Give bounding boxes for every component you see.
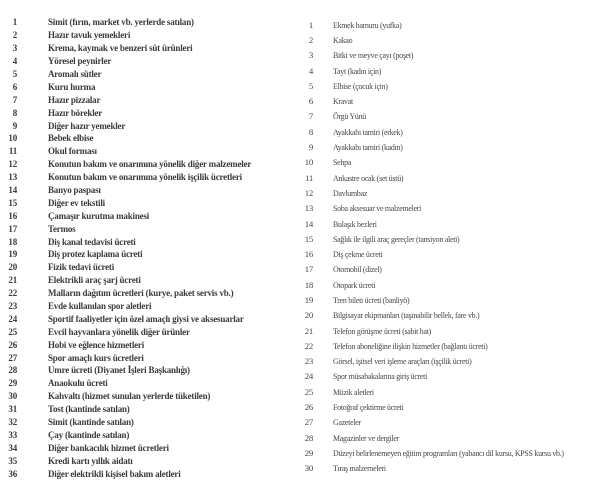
item-label: Malların dağıtım ücretleri (kurye, paket servis vb.) — [48, 288, 234, 299]
item-number: 31 — [8, 404, 17, 415]
list-item — [0, 429, 300, 442]
list-item — [300, 78, 600, 93]
list-item — [300, 63, 600, 78]
item-number: 9 — [308, 142, 313, 153]
list-item — [0, 171, 300, 184]
list-item — [300, 155, 600, 170]
item-label: Telefon görüşme ücreti (sabit hat) — [333, 325, 432, 336]
list-item — [300, 109, 600, 124]
list-item — [0, 274, 300, 287]
list-item — [0, 93, 300, 106]
list-item — [300, 445, 600, 460]
item-label: Diğer elektrikli kişisel bakım aletleri — [48, 468, 181, 479]
list-item — [0, 222, 300, 235]
item-label: Umre ücreti (Diyanet İşleri Başkanlığı) — [48, 365, 190, 376]
item-number: 32 — [8, 417, 17, 428]
item-number: 12 — [8, 159, 17, 170]
item-number: 11 — [8, 146, 17, 157]
list-item — [0, 68, 300, 81]
list-item — [0, 351, 300, 364]
item-label: Tayt (kadın için) — [333, 65, 382, 76]
item-number: 30 — [8, 391, 17, 402]
item-label: Krema, kaymak ve benzeri süt ürünleri — [48, 43, 193, 54]
list-item — [300, 216, 600, 231]
item-label: Örgü Yünü — [333, 111, 366, 122]
item-label: Fizik tedavi ücreti — [48, 262, 115, 273]
item-label: Kredi kartı yıllık aidatı — [48, 455, 133, 466]
item-number: 12 — [304, 187, 313, 198]
item-number: 21 — [8, 275, 17, 286]
list-item — [0, 16, 300, 29]
list-item — [300, 17, 600, 32]
item-label: Evde kullanılan spor aletleri — [48, 301, 152, 312]
list-item — [300, 262, 600, 277]
item-number: 14 — [304, 218, 313, 229]
item-label: Yöresel peynirler — [48, 56, 112, 67]
item-number: 22 — [304, 340, 313, 351]
item-number: 5 — [308, 80, 313, 91]
item-label: Banyo paspası — [48, 185, 101, 196]
item-label: Konutun bakım ve onarımına yönelik işçilik ücretleri — [48, 172, 242, 183]
list-item — [0, 145, 300, 158]
item-number: 28 — [304, 432, 313, 443]
item-label: Görsel, işitsel veri işleme araçları (işçilik ücreti) — [333, 356, 472, 367]
item-number: 15 — [304, 233, 313, 244]
item-label: Kravat — [333, 96, 353, 107]
list-item — [300, 185, 600, 200]
item-label: Simit (fırın, market vb. yerlerde satılan) — [48, 17, 194, 28]
item-number: 11 — [305, 172, 313, 183]
item-label: Tıraş malzemeleri — [333, 463, 386, 474]
item-label: Hobi ve eğlence hizmetleri — [48, 339, 145, 350]
list-item — [300, 384, 600, 399]
list-item — [300, 32, 600, 47]
list-item — [0, 441, 300, 454]
item-number: 33 — [8, 429, 17, 440]
item-number: 2 — [308, 34, 313, 45]
item-label: Sehpa — [333, 157, 351, 168]
item-label: Bulaşık bezleri — [333, 218, 377, 229]
item-label: Otomobil (dizel) — [333, 264, 382, 275]
item-label: Gazeteler — [333, 417, 361, 428]
list-item — [0, 467, 300, 480]
item-label: Ayakkabı tamiri (kadın) — [333, 142, 403, 153]
item-number: 26 — [304, 402, 313, 413]
list-item — [0, 287, 300, 300]
item-label: Evcil hayvanlara yönelik diğer ürünler — [48, 326, 190, 337]
list-item — [0, 390, 300, 403]
list-item — [0, 377, 300, 390]
item-label: Diğer hazır yemekler — [48, 120, 126, 131]
list-item — [0, 119, 300, 132]
item-label: Spor amaçlı kurs ücretleri — [48, 352, 144, 363]
item-label: Fotoğraf çektirme ücreti — [333, 402, 404, 413]
item-number: 22 — [8, 288, 17, 299]
item-number: 27 — [304, 417, 313, 428]
item-number: 26 — [8, 339, 17, 350]
item-number: 23 — [8, 301, 17, 312]
item-label: Spor müsabakalarına giriş ücreti — [333, 371, 428, 382]
item-number: 20 — [8, 262, 17, 273]
item-label: Otopark ücreti — [333, 279, 376, 290]
item-number: 24 — [304, 371, 313, 382]
list-item — [0, 248, 300, 261]
item-number: 23 — [304, 356, 313, 367]
list-item — [300, 354, 600, 369]
item-label: Hazır pizzalar — [48, 94, 101, 105]
list-item — [0, 312, 300, 325]
list-item — [0, 209, 300, 222]
item-label: Diş çekme ücreti — [333, 249, 383, 260]
item-number: 6 — [308, 96, 313, 107]
item-label: Elektrikli araç şarj ücreti — [48, 275, 141, 286]
item-label: Çamaşır kurutma makinesi — [48, 210, 150, 221]
item-number: 6 — [12, 81, 17, 92]
list-item — [0, 55, 300, 68]
list-item — [0, 80, 300, 93]
left-item-list — [0, 0, 300, 480]
item-number: 18 — [304, 279, 313, 290]
list-item — [0, 364, 300, 377]
item-label: Hazır tavuk yemekleri — [48, 30, 131, 41]
item-label: Telefon aboneliğine ilişkin hizmetler (bağlantı ücreti) — [333, 340, 488, 351]
list-item — [300, 93, 600, 108]
item-label: Soba aksesuar ve malzemeleri — [333, 203, 422, 214]
item-number: 24 — [8, 313, 17, 324]
item-number: 17 — [304, 264, 313, 275]
item-label: Düzeyi belirlenemeyen eğitim programları (yabancı dil kursu, KPSS kursu vb.) — [333, 447, 564, 458]
right-item-list — [300, 0, 600, 476]
item-label: Sportif faaliyetler için özel amaçlı giysi ve aksesuarlar — [48, 313, 244, 324]
item-number: 35 — [8, 455, 17, 466]
item-label: Termos — [48, 223, 76, 234]
item-label: Davlumbaz — [333, 187, 368, 198]
item-label: Diş protez kaplama ücreti — [48, 249, 143, 260]
item-label: Ayakkabı tamiri (erkek) — [333, 126, 403, 137]
list-item — [300, 277, 600, 292]
list-item — [0, 42, 300, 55]
item-number: 29 — [8, 378, 17, 389]
item-number: 15 — [8, 197, 17, 208]
list-item — [0, 132, 300, 145]
item-number: 19 — [8, 249, 17, 260]
item-label: Hazır börekler — [48, 107, 103, 118]
list-item — [0, 196, 300, 209]
item-number: 4 — [12, 56, 17, 67]
list-item — [300, 323, 600, 338]
item-number: 17 — [8, 223, 17, 234]
item-number: 1 — [308, 19, 313, 30]
list-item — [300, 369, 600, 384]
list-item — [0, 338, 300, 351]
item-number: 28 — [8, 365, 17, 376]
item-number: 10 — [304, 157, 313, 168]
item-number: 2 — [12, 30, 17, 41]
list-item — [0, 416, 300, 429]
item-number: 7 — [308, 111, 313, 122]
item-number: 3 — [12, 43, 17, 54]
item-label: Bilgisayar ekipmanları (taşınabilir bellek, fare vb.) — [333, 310, 480, 321]
list-item — [300, 308, 600, 323]
item-number: 5 — [12, 69, 17, 79]
list-item — [0, 158, 300, 171]
item-label: Kuru hurma — [48, 81, 96, 92]
item-label: Bitki ve meyve çayı (poşet) — [333, 50, 414, 61]
item-number: 36 — [8, 468, 17, 479]
item-number: 13 — [8, 172, 17, 183]
item-number: 4 — [308, 65, 313, 76]
list-item — [300, 430, 600, 445]
list-item — [0, 235, 300, 248]
list-item — [300, 231, 600, 246]
item-number: 8 — [12, 107, 17, 118]
item-label: Anaokulu ücreti — [48, 378, 108, 389]
item-number: 25 — [8, 326, 17, 337]
item-label: Sağlık ile ilgili araç gereçler (tansiyon aleti) — [333, 233, 460, 244]
list-item — [0, 325, 300, 338]
item-number: 8 — [308, 126, 313, 137]
item-number: 34 — [8, 442, 17, 453]
item-label: Aromalı sütler — [48, 69, 102, 79]
item-label: Müzik aletleri — [333, 386, 374, 397]
item-number: 20 — [304, 310, 313, 321]
item-label: Simit (kantinde satılan) — [48, 417, 134, 428]
item-number: 18 — [8, 236, 17, 247]
list-item — [0, 403, 300, 416]
list-item — [300, 124, 600, 139]
item-number: 25 — [304, 386, 313, 397]
item-number: 29 — [304, 447, 313, 458]
list-item — [0, 184, 300, 197]
item-label: Ankastre ocak (set üstü) — [333, 172, 404, 183]
item-label: Kahvaltı (hizmet sunulan yerlerde tüketilen) — [48, 391, 211, 402]
list-item — [0, 454, 300, 467]
list-item — [300, 139, 600, 154]
list-item — [300, 461, 600, 476]
list-item — [300, 170, 600, 185]
list-item — [300, 415, 600, 430]
item-number: 10 — [8, 133, 17, 144]
item-label: Magazinler ve dergiler — [333, 432, 400, 443]
list-item — [300, 399, 600, 414]
item-number: 16 — [8, 210, 17, 221]
list-item — [0, 300, 300, 313]
item-label: Tost (kantinde satılan) — [48, 404, 130, 415]
list-item — [0, 29, 300, 42]
list-item — [300, 292, 600, 307]
item-label: Okul forması — [48, 146, 97, 157]
item-label: Diş kanal tedavisi ücreti — [48, 236, 136, 247]
item-label: Çay (kantinde satılan) — [48, 429, 130, 440]
item-label: Elbise (çocuk için) — [333, 80, 388, 91]
item-label: Diğer ev tekstili — [48, 197, 105, 208]
item-number: 7 — [12, 94, 17, 105]
item-label: Diğer bankacılık hizmet ücretleri — [48, 442, 169, 453]
list-item — [0, 261, 300, 274]
item-number: 30 — [304, 463, 313, 474]
item-number: 27 — [8, 352, 17, 363]
item-label: Tren bileti ücreti (banliyö) — [333, 294, 410, 305]
item-label: Bebek elbise — [48, 133, 94, 144]
list-item — [0, 106, 300, 119]
item-number: 1 — [12, 17, 17, 28]
item-number: 9 — [12, 120, 17, 131]
item-number: 13 — [304, 203, 313, 214]
item-label: Kakao — [333, 34, 353, 45]
item-number: 3 — [308, 50, 313, 61]
list-item — [300, 246, 600, 261]
item-number: 16 — [304, 249, 313, 260]
item-number: 14 — [8, 185, 17, 196]
item-label: Ekmek hamuru (yufka) — [333, 19, 402, 30]
item-number: 21 — [304, 325, 313, 336]
list-item — [300, 338, 600, 353]
item-number: 19 — [304, 294, 313, 305]
item-label: Konutun bakım ve onarımına yönelik diğer malzemeler — [48, 159, 252, 170]
list-item — [300, 201, 600, 216]
list-item — [300, 48, 600, 63]
